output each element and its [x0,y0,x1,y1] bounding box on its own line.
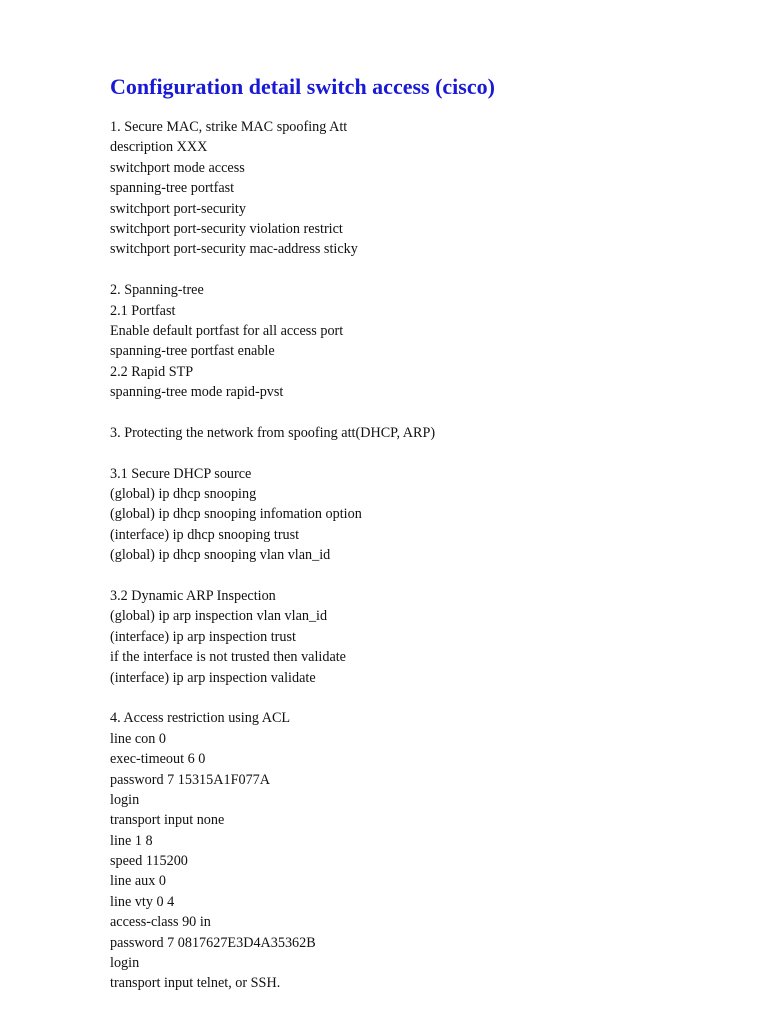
text-line: line 1 8 [110,832,153,849]
text-line: (global) ip dhcp snooping vlan vlan_id [110,547,331,564]
text-line: speed 115200 [110,853,188,870]
text-line: switchport port-security violation restrict [110,220,343,237]
text-line: 3.1 Secure DHCP source [110,465,252,482]
text-line: line vty 0 4 [110,893,175,910]
text-line: (interface) ip dhcp snooping trust [110,526,300,543]
text-line: spanning-tree portfast enable [110,343,275,360]
text-line: switchport port-security mac-address sticky [110,241,358,258]
text-line: access-class 90 in [110,914,211,931]
blank-line [110,402,750,422]
text-line: 2. Spanning-tree [110,282,204,299]
text-line: (global) ip arp inspection vlan vlan_id [110,608,328,625]
text-line: 3.2 Dynamic ARP Inspection [110,587,276,604]
document-title: Configuration detail switch access (cisco) [110,74,495,99]
text-line: 3. Protecting the network from spoofing att(DHCP, ARP) [110,424,436,441]
text-line: 4. Access restriction using ACL [110,710,291,727]
document-body [110,117,750,994]
text-line: spanning-tree mode rapid-pvst [110,384,284,401]
text-line: (interface) ip arp inspection validate [110,669,316,686]
text-line: switchport port-security [110,200,246,217]
text-line: (global) ip dhcp snooping infomation option [110,506,362,523]
text-line: if the interface is not trusted then validate [110,649,346,666]
blank-line [110,566,750,586]
text-line: password 7 15315A1F077A [110,771,271,788]
text-line: exec-timeout 6 0 [110,751,206,768]
text-line: 2.1 Portfast [110,302,176,319]
blank-line [110,260,750,280]
text-line: transport input telnet, or SSH. [110,975,281,992]
text-line: 2.2 Rapid STP [110,363,194,380]
text-line: (global) ip dhcp snooping [110,486,257,503]
text-line: line aux 0 [110,873,166,890]
text-line: password 7 0817627E3D4A35362B [110,934,316,951]
document-page [110,72,750,994]
text-line: line con 0 [110,730,166,747]
text-line: (interface) ip arp inspection trust [110,628,296,645]
text-line: transport input none [110,812,225,829]
blank-line [110,443,750,463]
text-line: Enable default portfast for all access port [110,322,344,339]
blank-line [110,688,750,708]
text-line: 1. Secure MAC, strike MAC spoofing Att [110,119,348,135]
text-line: switchport mode access [110,159,245,176]
text-line: description XXX [110,139,208,156]
text-line: login [110,791,140,808]
text-line: login [110,955,140,972]
text-line: spanning-tree portfast [110,180,235,197]
